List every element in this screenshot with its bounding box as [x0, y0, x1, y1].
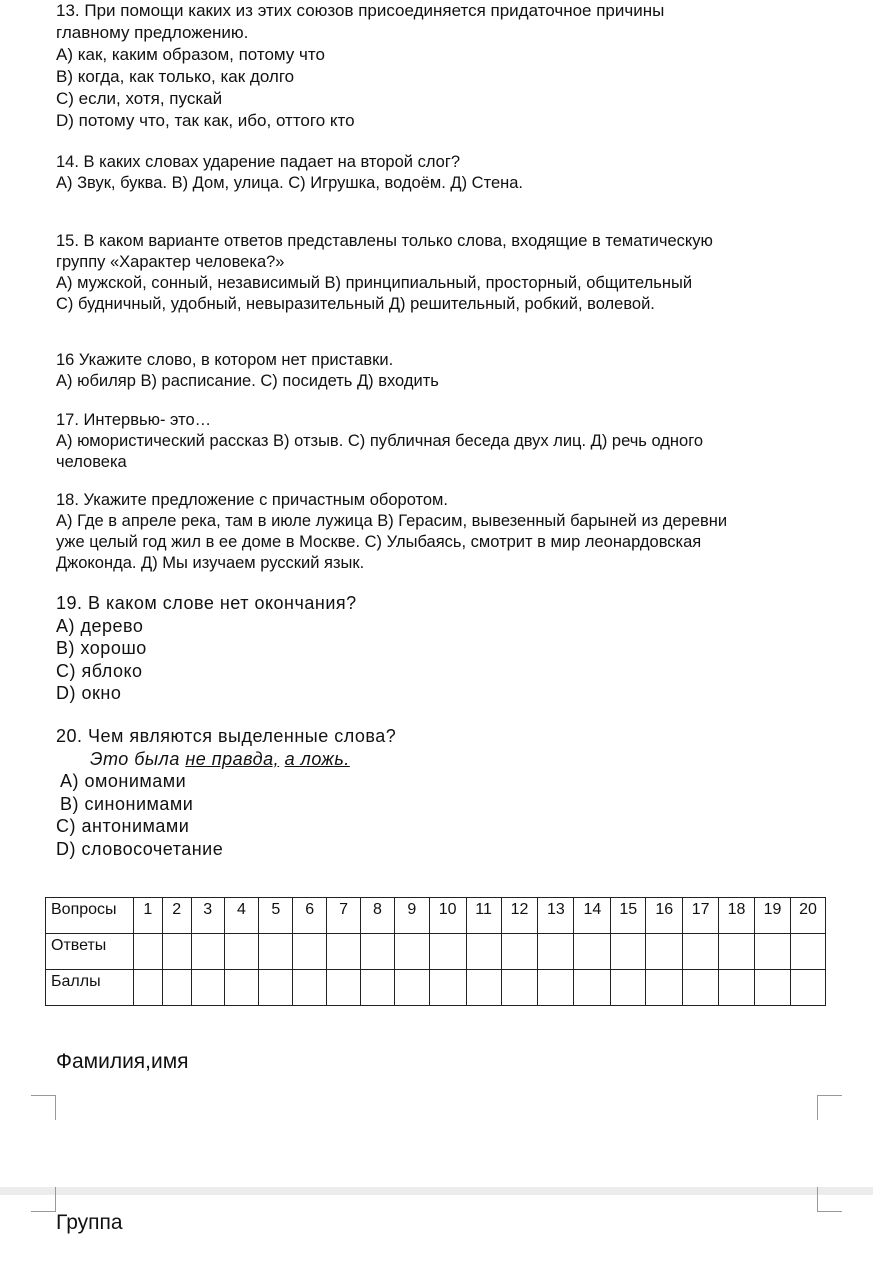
table-row: [46, 898, 826, 934]
question-17-options-cont: человека: [56, 453, 127, 471]
table-cell[interactable]: [259, 970, 293, 1006]
table-cell[interactable]: [466, 970, 501, 1006]
table-cell[interactable]: [611, 934, 646, 970]
option-a: А) дерево: [56, 615, 144, 636]
table-cell[interactable]: [394, 934, 429, 970]
table-header-cell: 9: [394, 898, 429, 934]
question-16-text: 16 Укажите слово, в котором нет приставки.: [56, 351, 394, 369]
table-cell[interactable]: [755, 934, 791, 970]
crop-mark: [31, 1187, 56, 1212]
table-cell[interactable]: [646, 970, 683, 1006]
table-header-cell: 20: [790, 898, 825, 934]
table-cell[interactable]: [429, 934, 466, 970]
table-header-cell: 16: [646, 898, 683, 934]
question-16-options: А) юбиляр В) расписание. С) посидеть Д) входить: [56, 372, 439, 390]
question-17: [56, 410, 703, 473]
question-14: [56, 152, 523, 194]
table-cell[interactable]: [162, 934, 191, 970]
table-cell[interactable]: [538, 934, 574, 970]
question-13: [56, 0, 664, 132]
table-cell[interactable]: [790, 970, 825, 1006]
question-15: [56, 231, 713, 315]
answers-table: [45, 897, 826, 1006]
table-cell[interactable]: [361, 934, 395, 970]
table-header-cell: 8: [361, 898, 395, 934]
option-c: С) если, хотя, пускай: [56, 89, 223, 108]
crop-mark: [31, 1095, 56, 1120]
table-row: [46, 970, 826, 1006]
table-header-cell: 3: [191, 898, 224, 934]
table-cell[interactable]: [327, 970, 361, 1006]
group-label: Группа: [56, 1211, 123, 1234]
example-underlined-1: не правда,: [185, 748, 280, 769]
question-15-text-cont: группу «Характер человека?»: [56, 253, 285, 271]
question-17-options: А) юмористический рассказ В) отзыв. С) публичная беседа двух лиц. Д) речь одного: [56, 432, 704, 450]
table-cell[interactable]: [429, 970, 466, 1006]
table-cell[interactable]: [501, 970, 538, 1006]
option-c: С) яблоко: [56, 660, 143, 681]
option-b: В) когда, как только, как долго: [56, 67, 295, 86]
table-cell[interactable]: [466, 934, 501, 970]
table-cell[interactable]: [574, 970, 611, 1006]
table-cell[interactable]: [538, 970, 574, 1006]
table-cell[interactable]: [133, 970, 162, 1006]
table-header-cell: 1: [133, 898, 162, 934]
question-15-options-ab: А) мужской, сонный, независимый В) принципиальный, просторный, общительный: [56, 274, 693, 292]
table-cell[interactable]: [191, 934, 224, 970]
table-header-cell: 6: [293, 898, 327, 934]
table-cell[interactable]: [394, 970, 429, 1006]
table-header-cell: 2: [162, 898, 191, 934]
question-18-options-end: Джоконда. Д) Мы изучаем русский язык.: [56, 554, 365, 572]
table-cell[interactable]: [224, 970, 259, 1006]
table-cell[interactable]: [293, 970, 327, 1006]
table-header-cell: 7: [327, 898, 361, 934]
table-cell[interactable]: [361, 970, 395, 1006]
table-cell[interactable]: [501, 934, 538, 970]
table-header-cell: 14: [574, 898, 611, 934]
table-header-questions: Вопросы: [46, 898, 134, 934]
table-cell[interactable]: [719, 934, 755, 970]
table-cell[interactable]: [719, 970, 755, 1006]
table-cell[interactable]: [574, 934, 611, 970]
table-cell[interactable]: [293, 934, 327, 970]
question-14-text: 14. В каких словах ударение падает на второй слог?: [56, 153, 461, 171]
example-underlined-2: а ложь.: [284, 748, 350, 769]
table-header-cell: 15: [611, 898, 646, 934]
table-cell[interactable]: [683, 970, 719, 1006]
table-header-answers: Ответы: [46, 934, 134, 970]
table-cell[interactable]: [133, 934, 162, 970]
table-cell[interactable]: [259, 934, 293, 970]
option-a: А) как, каким образом, потому что: [56, 45, 325, 64]
table-cell[interactable]: [611, 970, 646, 1006]
question-18-text: 18. Укажите предложение с причастным оборотом.: [56, 491, 448, 509]
crop-mark: [817, 1187, 842, 1212]
table-header-cell: 19: [755, 898, 791, 934]
crop-mark: [817, 1095, 842, 1120]
question-20-example: [90, 748, 396, 771]
table-header-cell: 13: [538, 898, 574, 934]
question-17-text: 17. Интервью- это…: [56, 411, 212, 429]
option-d: D) словосочетание: [56, 838, 224, 859]
table-cell[interactable]: [224, 934, 259, 970]
question-20-text: 20. Чем являются выделенные слова?: [56, 726, 397, 746]
question-18: [56, 490, 727, 574]
table-cell[interactable]: [683, 934, 719, 970]
table-header-cell: 5: [259, 898, 293, 934]
question-18-options-cont: уже целый год жил в ее доме в Москве. С) Улыбаясь, смотрит в мир леонардовская: [56, 533, 702, 551]
table-cell[interactable]: [755, 970, 791, 1006]
table-header-cell: 18: [719, 898, 755, 934]
question-15-options-cd: С) будничный, удобный, невыразительный Д) решительный, робкий, волевой.: [56, 295, 655, 313]
option-b: В) синонимами: [60, 793, 194, 814]
question-19: [56, 592, 357, 705]
option-a: А) омонимами: [60, 771, 187, 791]
question-15-text: 15. В каком варианте ответов представлены только слова, входящие в тематическую: [56, 232, 713, 250]
table-header-cell: 11: [466, 898, 501, 934]
table-cell[interactable]: [162, 970, 191, 1006]
table-header-cell: 4: [224, 898, 259, 934]
question-18-options: А) Где в апреле река, там в июле лужица В) Герасим, вывезенный барыней из деревни: [56, 512, 728, 530]
option-d: D) потому что, так как, ибо, оттого кто: [56, 111, 355, 130]
worksheet-page-2: [0, 1195, 873, 1280]
table-header-points: Баллы: [46, 970, 134, 1006]
option-d: D) окно: [56, 683, 122, 703]
question-13-text: 13. При помощи каких из этих союзов присоединяется придаточное причины: [56, 1, 665, 20]
table-header-cell: 17: [683, 898, 719, 934]
table-cell[interactable]: [191, 970, 224, 1006]
question-16: [56, 350, 439, 392]
option-b: В) хорошо: [56, 638, 147, 658]
question-14-options: А) Звук, буква. В) Дом, улица. С) Игрушка, водоём. Д) Стена.: [56, 174, 523, 192]
option-c: С) антонимами: [56, 816, 190, 836]
table-cell[interactable]: [646, 934, 683, 970]
example-plain: Это была: [90, 748, 186, 769]
question-13-text-cont: главному предложению.: [56, 23, 249, 42]
question-20: [56, 725, 396, 860]
name-label: Фамилия,имя: [56, 1050, 189, 1073]
question-19-text: 19. В каком слове нет окончания?: [56, 593, 357, 613]
table-header-cell: 12: [501, 898, 538, 934]
table-header-cell: 10: [429, 898, 466, 934]
table-cell[interactable]: [790, 934, 825, 970]
page-gap: [0, 1187, 873, 1195]
table-row: [46, 934, 826, 970]
table-cell[interactable]: [327, 934, 361, 970]
